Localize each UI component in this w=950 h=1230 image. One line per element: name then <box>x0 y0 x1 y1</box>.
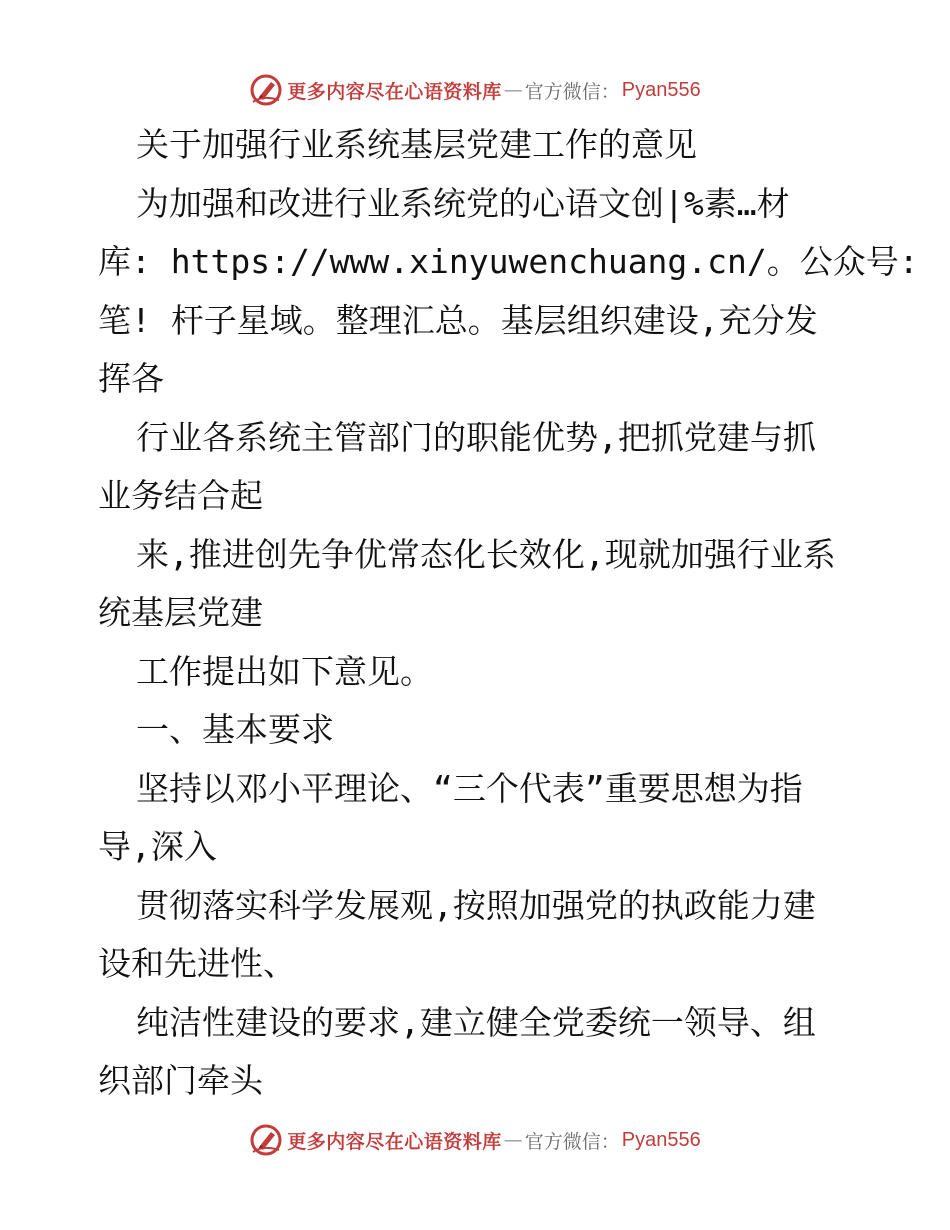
document-line: 设和先进性、 <box>98 944 296 983</box>
banner-wechat-handle: Pyan556 <box>621 1128 701 1151</box>
footer-banner <box>0 1120 950 1160</box>
banner-wechat-label: 官方微信： <box>524 1130 620 1153</box>
document-body <box>98 116 919 1111</box>
banner-dash: — <box>503 79 523 101</box>
document-line: 笔! 杆子星域。整理汇总。基层组织建设,充分发 <box>98 300 818 340</box>
header-banner <box>0 70 950 110</box>
document-line: 关于加强行业系统基层党建工作的意见 <box>136 125 697 164</box>
document-line: 库: https://www.xinyuwenchuang.cn/。公众号: <box>98 242 919 281</box>
document-line: 坚持以邓小平理论、“三个代表”重要思想为指 <box>136 768 803 808</box>
banner-brand-text: 更多内容尽在心语资料库 <box>287 80 502 103</box>
document-line: 一、基本要求 <box>136 710 334 749</box>
document-line: 导,深入 <box>98 827 217 866</box>
document-line: 挥各 <box>98 359 164 398</box>
document-line: 贯彻落实科学发展观,按照加强党的执政能力建 <box>136 885 816 925</box>
banner-dash: — <box>503 1129 523 1151</box>
banner-wechat-label: 官方微信： <box>524 80 620 103</box>
document-line: 业务结合起 <box>98 476 263 515</box>
document-line: 工作提出如下意见。 <box>136 651 433 691</box>
pen-circle-logo-icon <box>249 73 283 107</box>
document-line: 统基层党建 <box>98 593 263 632</box>
document-line: 来,推进创先争优常态化长效化,现就加强行业系 <box>136 534 836 574</box>
document-line: 纯洁性建设的要求,建立健全党委统一领导、组 <box>136 1002 816 1042</box>
pen-circle-logo-icon <box>249 1123 283 1157</box>
document-line: 行业各系统主管部门的职能优势,把抓党建与抓 <box>136 417 816 457</box>
document-line: 织部门牵头 <box>98 1061 263 1100</box>
document-line: 为加强和改进行业系统党的心语文创|%素…材 <box>136 183 790 223</box>
banner-wechat-handle: Pyan556 <box>621 78 701 101</box>
banner-brand-text: 更多内容尽在心语资料库 <box>287 1130 502 1153</box>
